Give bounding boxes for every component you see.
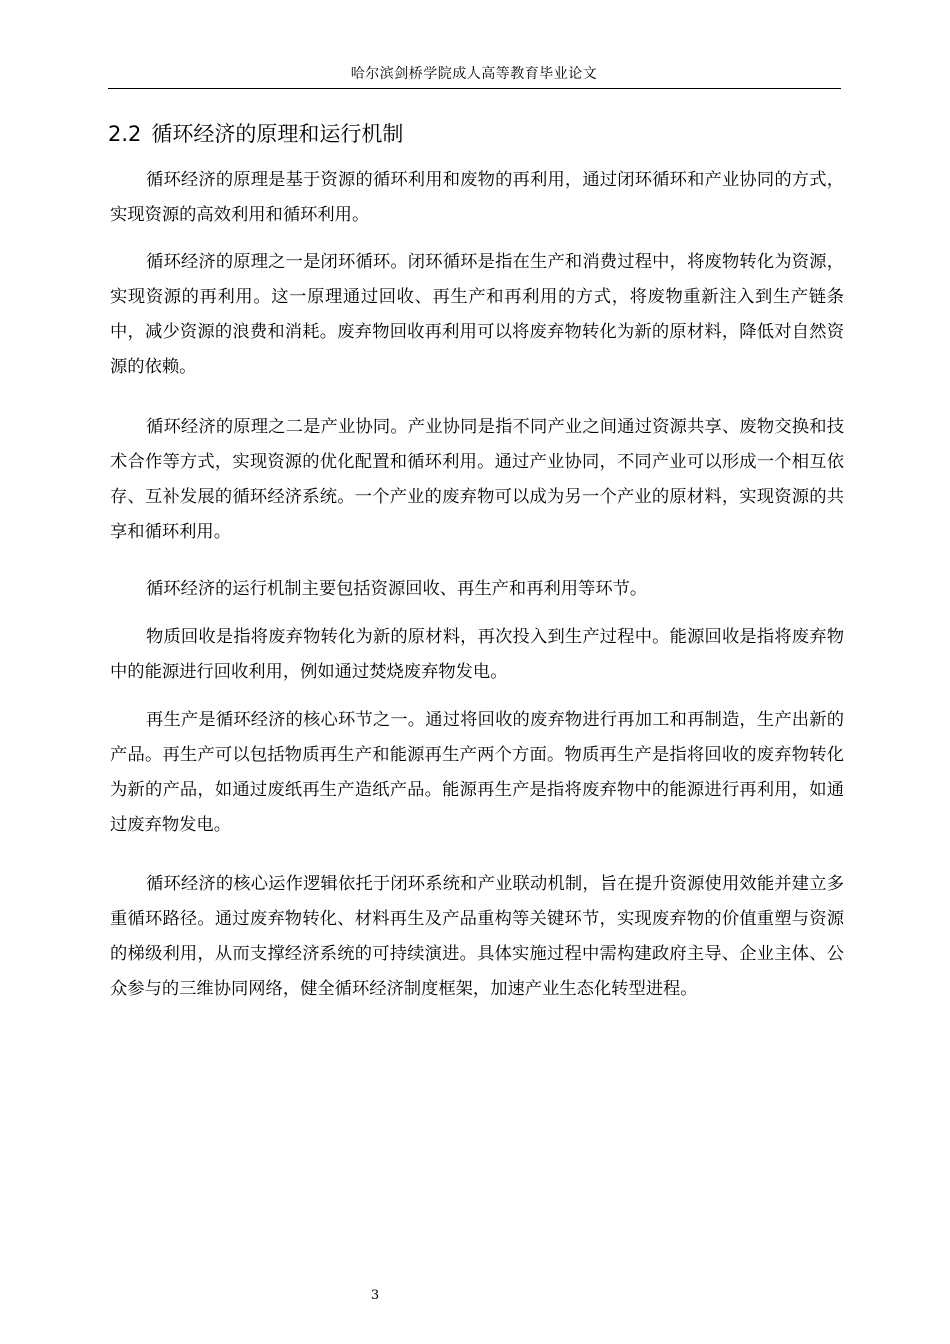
section-title: 循环经济的原理和运行机制 (151, 122, 404, 146)
paragraph-operating-mechanism: 循环经济的运行机制主要包括资源回收、再生产和再利用等环节。 (146, 579, 648, 599)
running-header: 哈尔滨剑桥学院成人高等教育毕业论文 (350, 66, 598, 82)
paragraph-core-logic: 循环经济的核心运作逻辑依托于闭环系统和产业联动机制，旨在提升资源使用效能并建立多重循环路径。通过废弃物转化、材料再生及产品重构等关键环节，实现废弃物的价值重塑与资源的梯级利用，从而支撑经济系统的可持续演进。具体实施过程中需构建政府主导、企业主体、公众参与的三维协同网络，健全循环经济制度框架，加速产业生态化转型进程。 (110, 874, 844, 999)
section-heading (108, 118, 848, 150)
paragraph-industrial-synergy: 循环经济的原理之二是产业协同。产业协同是指不同产业之间通过资源共享、废物交换和技术合作等方式，实现资源的优化配置和循环利用。通过产业协同，不同产业可以形成一个相互依存、互补发展的循环经济系统。一个产业的废弃物可以成为另一个产业的原材料，实现资源的共享和循环利用。 (110, 417, 844, 542)
header-rule (108, 88, 841, 89)
paragraph-reproduction: 再生产是循环经济的核心环节之一。通过将回收的废弃物进行再加工和再制造，生产出新的产品。再生产可以包括物质再生产和能源再生产两个方面。物质再生产是指将回收的废弃物转化为新的产品，如通过废纸再生产造纸产品。能源再生产是指将废弃物中的能源进行再利用，如通过废弃物发电。 (110, 710, 844, 835)
paragraph-recovery: 物质回收是指将废弃物转化为新的原材料，再次投入到生产过程中。能源回收是指将废弃物中的能源进行回收利用，例如通过焚烧废弃物发电。 (110, 627, 844, 682)
section-number: 2.2 (108, 122, 142, 146)
page-number: 3 (370, 1288, 380, 1303)
paragraph-principle-intro: 循环经济的原理是基于资源的循环利用和废物的再利用，通过闭环循环和产业协同的方式，实现资源的高效利用和循环利用。 (110, 170, 844, 225)
paragraph-closed-loop: 循环经济的原理之一是闭环循环。闭环循环是指在生产和消费过程中，将废物转化为资源，实现资源的再利用。这一原理通过回收、再生产和再利用的方式，将废物重新注入到生产链条中，减少资源的浪费和消耗。废弃物回收再利用可以将废弃物转化为新的原材料，降低对自然资源的依赖。 (110, 252, 844, 377)
